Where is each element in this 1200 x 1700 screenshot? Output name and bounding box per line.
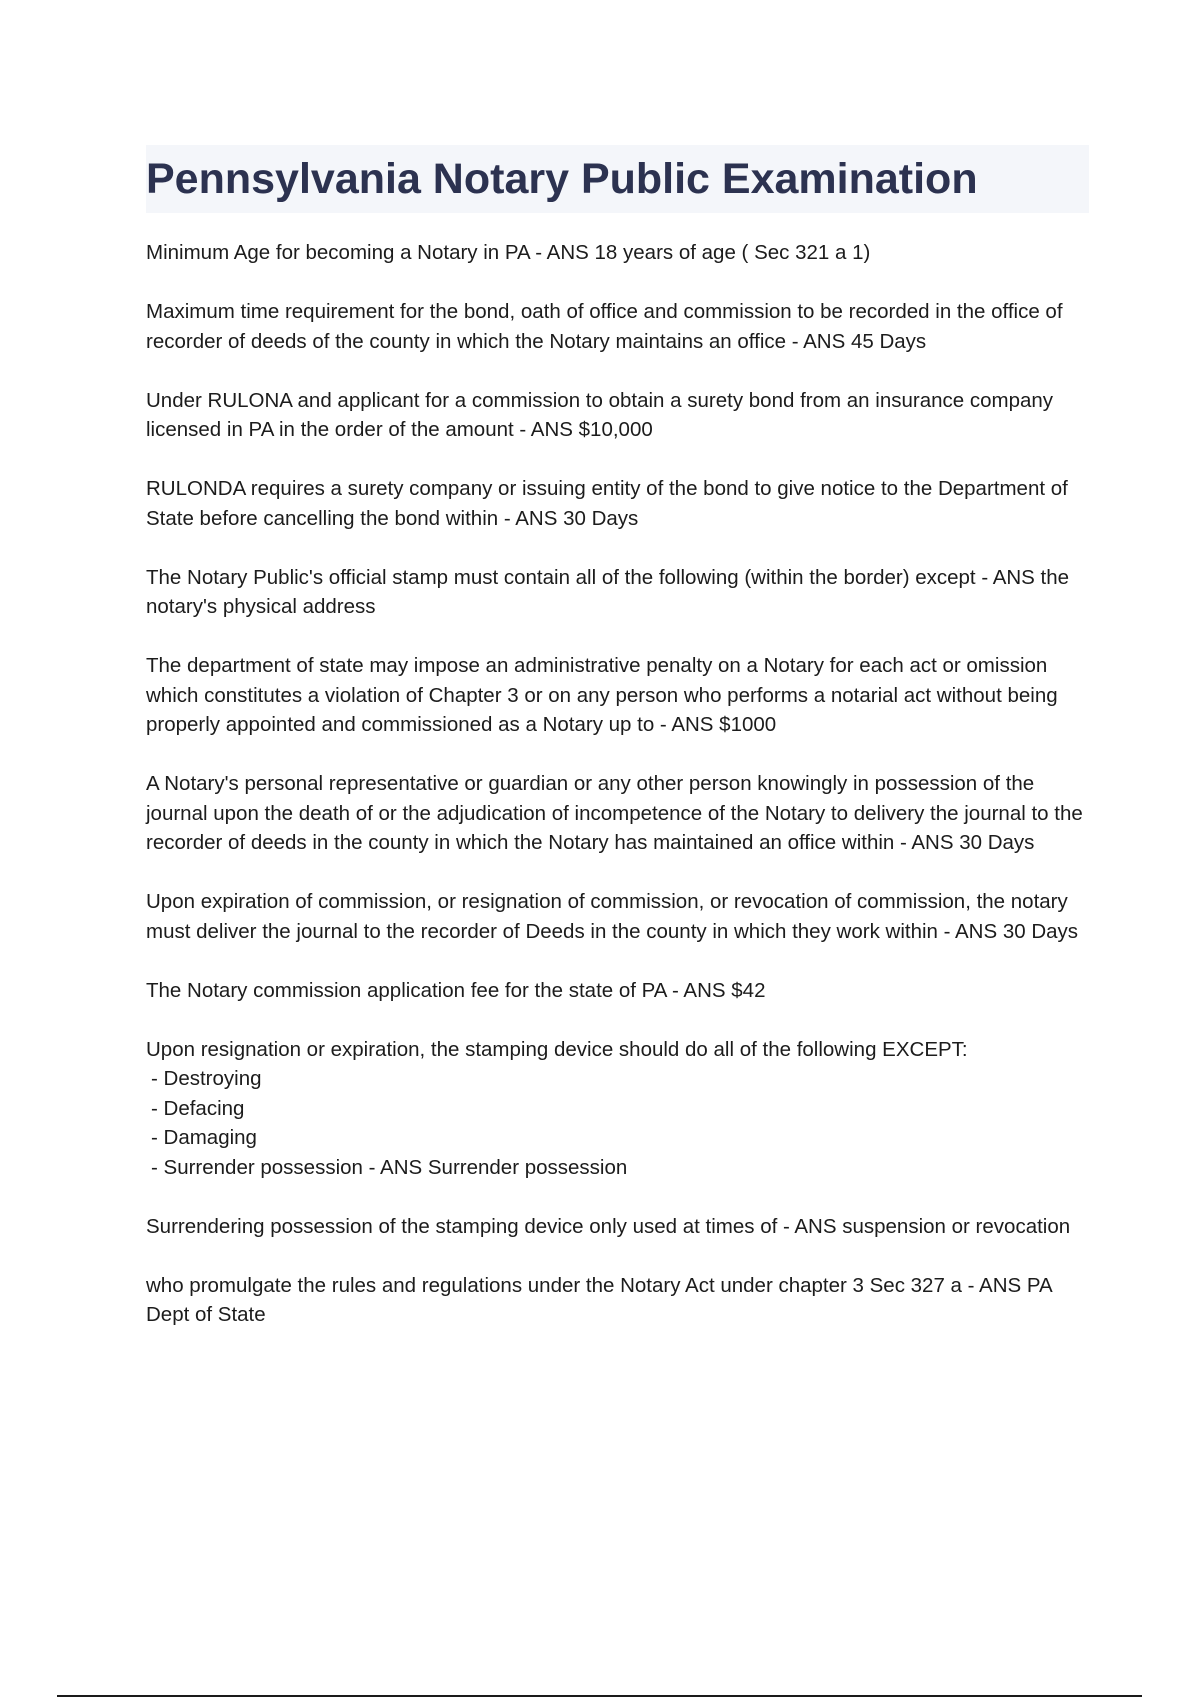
document-title: Pennsylvania Notary Public Examination <box>146 155 978 203</box>
qa-item-6: The department of state may impose an administrative penalty on a Notary for each act or omission which constitutes a violation of Chapter 3 or on any person who performs a notarial act without being properly appointed and commissioned as a Notary up to - ANS $1000 <box>146 654 1058 736</box>
qa-item-8: Upon expiration of commission, or resignation of commission, or revocation of commission, the notary must deliver the journal to the recorder of Deeds in the county in which they work within - ANS 30 Days <box>146 890 1079 943</box>
list-option-2: - Defacing <box>151 1096 245 1120</box>
qa-item-4: RULONDA requires a surety company or issuing entity of the bond to give notice to the Department of State before cancelling the bond within - ANS 30 Days <box>146 477 1068 530</box>
qa-item-5: The Notary Public's official stamp must contain all of the following (within the border) except - ANS the notary's physical address <box>146 565 1070 618</box>
qa-item-list-question <box>146 1035 1092 1183</box>
qa-item-7: A Notary's personal representative or guardian or any other person knowingly in possession of the journal upon the death of or the adjudication of incompetence of the Notary to delivery the journal to the recorder of deeds in the county in which the Notary has maintained an office within - ANS 30 Days <box>146 772 1083 854</box>
qa-item-3: Under RULONA and applicant for a commission to obtain a surety bond from an insurance company licensed in PA in the order of the amount - ANS $10,000 <box>146 388 1054 441</box>
list-option-3: - Damaging <box>151 1126 257 1149</box>
qa-item-12: who promulgate the rules and regulations under the Notary Act under chapter 3 Sec 327 a - ANS PA Dept of State <box>146 1273 1052 1326</box>
qa-item-1: Minimum Age for becoming a Notary in PA - ANS 18 years of age ( Sec 321 a 1) <box>146 241 871 264</box>
qa-item-2: Maximum time requirement for the bond, oath of office and commission to be recorded in the office of recorder of deeds of the county in which the Notary maintains an office - ANS 45 Days <box>146 300 1063 353</box>
title-banner <box>146 145 1089 213</box>
list-option-1: - Destroying <box>151 1067 262 1090</box>
qa-content <box>146 238 1092 1359</box>
qa-item-11: Surrendering possession of the stamping device only used at times of - ANS suspension or revocation <box>146 1214 1071 1238</box>
list-question-intro: Upon resignation or expiration, the stamping device should do all of the following EXCEPT: <box>146 1037 968 1061</box>
qa-item-9: The Notary commission application fee for the state of PA - ANS $42 <box>146 978 766 1002</box>
list-option-4: - Surrender possession - ANS Surrender possession <box>151 1155 628 1179</box>
footer-divider <box>57 1695 1142 1697</box>
